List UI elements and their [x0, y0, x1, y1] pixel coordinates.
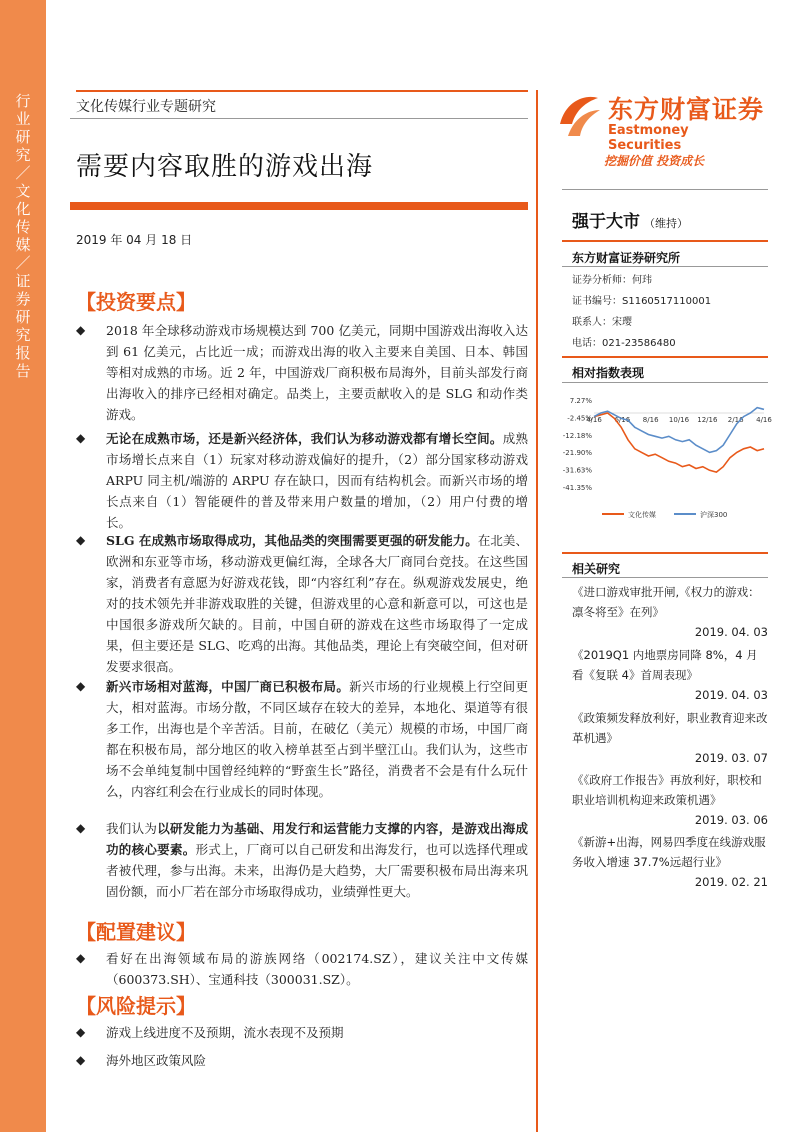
brand-mark-icon — [556, 90, 602, 142]
rating-rule — [562, 240, 768, 242]
x-tick-label: 12/16 — [697, 416, 718, 425]
brand-name-cn: 东方财富证券 — [608, 95, 765, 124]
department-label: 文化传媒行业专题研究 — [76, 99, 216, 115]
y-tick-label: -12.18% — [562, 431, 592, 440]
related-item[interactable] — [572, 832, 768, 892]
related-item[interactable] — [572, 645, 768, 705]
header-rule-thin — [70, 118, 528, 119]
legend-label: 沪深300 — [700, 511, 728, 519]
config-bullet — [76, 948, 528, 990]
related-item-title: 《进口游戏审批开闸,《权力的游戏：凛冬将至》在列》 — [572, 585, 760, 619]
legend-label: 文化传媒 — [628, 511, 656, 519]
diamond-bullet-icon: ◆ — [76, 821, 86, 835]
series-line — [594, 408, 764, 453]
sidebar-vertical-text: 行业研究／文化传媒／证券研究报告 — [15, 92, 31, 380]
bullet-bold: 以研发能力为基础、用发行和运营能力支撑的内容，是游戏出海成功的核心要素。 — [106, 821, 528, 857]
header-rule-top — [76, 90, 528, 92]
diamond-bullet-icon: ◆ — [76, 679, 86, 693]
risk-text: 海外地区政策风险 — [106, 1053, 207, 1068]
diamond-bullet-icon: ◆ — [76, 533, 86, 547]
bullet-bold: 无论在成熟市场，还是新兴经济体，我们认为移动游戏都有增长空间。 — [106, 431, 503, 446]
header-rule-thick — [70, 202, 528, 210]
related-item-date: 2019. 03. 06 — [694, 813, 768, 827]
section-heading-config: 【配置建议】 — [76, 920, 196, 944]
x-tick-label: 6/16 — [614, 416, 631, 425]
diamond-bullet-icon: ◆ — [76, 431, 86, 445]
diamond-bullet-icon: ◆ — [76, 323, 86, 337]
bullet-bold: 新兴市场相对蓝海，中国厂商已积极布局。 — [106, 679, 350, 694]
config-text: 看好在出海领域布局的游族网络（002174.SZ），建议关注中文传媒（600373.SH）、宝通科技（300031.SZ）。 — [106, 951, 528, 987]
chart-title: 相对指数表现 — [572, 366, 645, 380]
analyst: 证券分析师：何玮 — [572, 275, 652, 286]
phone: 电话：021-23586480 — [572, 338, 676, 349]
invest-bullet — [76, 818, 528, 902]
related-item-date: 2019. 03. 07 — [694, 751, 768, 765]
related-item-title: 《《政府工作报告》再放利好，职校和职业培训机构迎来政策机遇》 — [572, 773, 762, 807]
y-tick-label: -2.45% — [567, 414, 592, 423]
bullet-text: 成熟市场增长点来自（1）玩家对移动游戏偏好的提升，（2）部分国家移动游戏 ARPU 同主机/端游的 ARPU 存在缺口，因而有结构机会。而新兴市场的增长点来自（1）智能硬件的普及带来用户数量的增加，（2）用户付费的增长。 — [106, 431, 528, 530]
related-item-title: 《政策频发释放利好，职业教育迎来改革机遇》 — [572, 711, 768, 745]
y-tick-label: -21.90% — [562, 449, 592, 458]
invest-bullet — [76, 428, 528, 533]
related-title: 相关研究 — [572, 562, 621, 576]
bullet-pre: 我们认为 — [106, 821, 158, 836]
divider — [562, 382, 768, 383]
y-tick-label: 7.27% — [569, 397, 592, 405]
y-tick-label: -41.35% — [562, 484, 592, 492]
brand-logo — [556, 88, 766, 153]
risk-bullet — [76, 1050, 528, 1071]
x-tick-label: 4/16 — [586, 416, 602, 425]
risk-bullet — [76, 1022, 528, 1043]
diamond-bullet-icon: ◆ — [76, 1025, 86, 1039]
chart-rule — [562, 356, 768, 358]
invest-bullet — [76, 320, 528, 425]
x-tick-label: 10/16 — [668, 416, 690, 425]
x-tick-label: 4/16 — [756, 416, 772, 425]
x-tick-label: 8/16 — [642, 416, 659, 425]
bullet-text: 在北美、欧洲和东亚等市场，移动游戏更偏红海，全球各大厂商同台竞技。在这些国家，消费者有意愿为好游戏花钱，即“内容红利”存在。纵观游戏发展史，绝对的技术领先并非游戏取胜的关键，但游戏里的心意和新意可以，可这也是中国很多游戏所欠缺的。目前，中国自研的游戏在这些市场取得了一定成果，但主要还是 SLG、吃鸡的出海。其他品类，理论上有突破空间，但对研发要求很高。 — [106, 533, 528, 674]
bullet-bold: SLG 在成熟市场取得成功，其他品类的突围需要更强的研发能力。 — [106, 533, 478, 548]
institute-name: 东方财富证券研究所 — [572, 251, 681, 265]
related-item-date: 2019. 04. 03 — [694, 688, 768, 702]
brand-name-en: Eastmoney Securities — [608, 123, 689, 153]
related-item-date: 2019. 04. 03 — [694, 625, 768, 639]
related-item[interactable] — [572, 582, 768, 642]
diamond-bullet-icon: ◆ — [76, 1053, 86, 1067]
related-item-date: 2019. 02. 21 — [694, 875, 768, 889]
diamond-bullet-icon: ◆ — [76, 951, 86, 965]
relative-index-chart — [562, 392, 772, 532]
x-tick-label: 2/16 — [727, 416, 744, 425]
bullet-text: 2018 年全球移动游戏市场规模达到 700 亿美元，同期中国游戏出海收入达到 61 亿美元，占比近一成；而游戏出海的收入主要来自美国、日本、韩国等相对成熟的市场。近 2 年，中国游戏厂商积极布局海外，目前头部发行商出海收入的排序已经相对确定。品类上，主要贡献收入的是 SLG 和动作类游戏。 — [106, 323, 528, 422]
y-tick-label: -31.63% — [562, 466, 592, 475]
divider — [562, 189, 768, 190]
report-date: 2019 年 04 月 18 日 — [76, 233, 193, 247]
related-item-title: 《2019Q1 内地票房同降 8%，4 月看《复联 4》首周表现》 — [572, 648, 758, 682]
divider — [562, 577, 768, 578]
section-heading-risk: 【风险提示】 — [76, 994, 196, 1018]
report-title: 需要内容取胜的游戏出海 — [76, 152, 374, 182]
column-divider — [536, 90, 538, 1132]
related-item[interactable] — [572, 770, 768, 830]
related-item-title: 《新游+出海，网易四季度在线游戏服务收入增速 37.7%远超行业》 — [572, 835, 766, 869]
invest-bullet — [76, 676, 528, 802]
related-item[interactable] — [572, 708, 768, 768]
brand-slogan: 挖掘价值 投资成长 — [604, 154, 705, 168]
rating-label: 强于大市 — [572, 212, 640, 232]
rating — [572, 207, 688, 232]
bullet-text: 形式上，厂商可以自己研发和出海发行，也可以选择代理或者被代理，参与出海。未来，出海仍是大趋势，大厂需要积极布局出海来巩固份额，而小厂若在部分市场取得成功，业绩弹性更大。 — [106, 842, 528, 899]
rating-note: （维持） — [644, 217, 688, 230]
bullet-text: 新兴市场的行业规模上行空间更大，相对蓝海。市场分散，不同区域存在较大的差异，本地化、渠道等有很多工作，出海也是个辛苦活。目前，在破亿（美元）规模的市场，中国厂商都在积极布局，部分地区的收入榜单甚至占到半壁江山。我们认为，这些市场不会单纯复制中国曾经纯粹的“野蛮生长”路径，消费者不会是有什么玩什么，内容红利会在行业成长的同时体现。 — [106, 679, 528, 799]
invest-bullet — [76, 530, 528, 677]
risk-text: 游戏上线进度不及预期，流水表现不及预期 — [106, 1025, 344, 1040]
section-heading-invest: 【投资要点】 — [76, 290, 196, 314]
divider — [562, 266, 768, 267]
contact: 联系人：宋璎 — [572, 317, 632, 328]
cert-number: 证书编号：S1160517110001 — [572, 296, 712, 307]
left-color-band — [0, 0, 46, 1132]
related-rule — [562, 552, 768, 554]
